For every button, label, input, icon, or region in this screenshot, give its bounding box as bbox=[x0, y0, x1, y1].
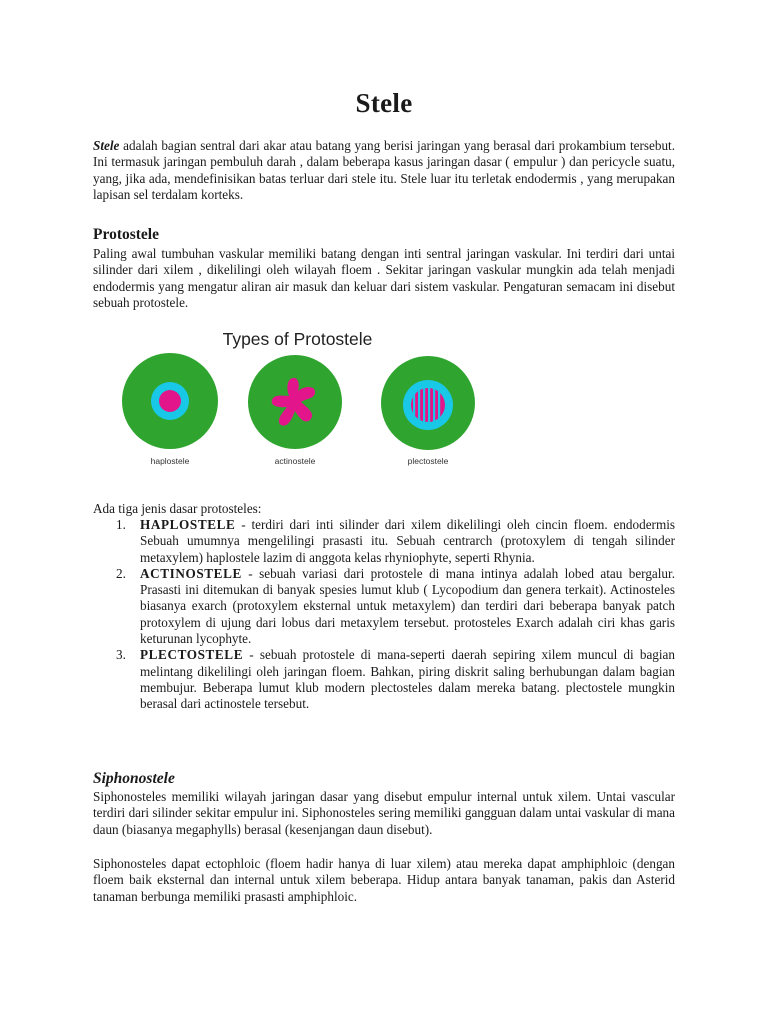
haplostele-core bbox=[159, 390, 181, 412]
page-title: Stele bbox=[355, 88, 413, 118]
plectostele-diagram bbox=[381, 356, 475, 450]
list-description: - sebuah protostele di mana-seperti daerah sepiring xilem muncul di bagian melintang dikelilingi oleh jaringan floem. Bahkan, piring diskrit saling berhubungan dalam bagian membujur. Beberapa lumut klub modern plectosteles dalam mereka batang. plectostele mungkin berasal dari actinostele tersebut. bbox=[140, 647, 675, 712]
haplostele-label: haplostele bbox=[150, 456, 190, 466]
list-number: 2. bbox=[116, 565, 126, 581]
list-term: ACTINOSTELE bbox=[140, 565, 242, 581]
siphonostele-heading: Siphonostele bbox=[93, 770, 175, 787]
list-item-text bbox=[140, 517, 675, 566]
haplostele-diagram bbox=[122, 353, 218, 449]
intro-text: adalah bagian sentral dari akar atau batang yang berisi jaringan yang berasal dari prokambium tersebut. Ini termasuk jaringan pembuluh darah , dalam beberapa kasus jaringan dasar ( empulur ) dan pericycle suatu, yang, jika ada, mendefinisikan batas terluar dari stele itu. Stele luar itu terletak endodermis , yang merupakan lapisan sel terdalam korteks. bbox=[93, 138, 675, 202]
list-item bbox=[93, 517, 675, 566]
actinostele-diagram bbox=[248, 355, 342, 449]
list-term: HAPLOSTELE bbox=[140, 517, 236, 532]
protostele-types-list bbox=[93, 517, 675, 713]
actinostele-label: actinostele bbox=[274, 456, 316, 466]
protostele-types-figure bbox=[120, 322, 480, 477]
list-item-text bbox=[140, 647, 675, 712]
list-number: 1. bbox=[116, 517, 126, 532]
list-item bbox=[93, 647, 675, 712]
plectostele-label: plectostele bbox=[407, 456, 449, 466]
list-term: PLECTOSTELE bbox=[140, 647, 244, 663]
intro-paragraph bbox=[93, 138, 675, 203]
siphonostele-paragraph-2: Siphonosteles dapat ectophloic (floem hadir hanya di luar xilem) atau mereka dapat amphiphloic (dengan floem baik eksternal dan internal untuk xilem beberapa. Hidup antara banyak tanaman, pakis dan Asterid tanaman berbunga memiliki prasasti amphiphloic. bbox=[93, 856, 675, 904]
list-item-text bbox=[140, 566, 675, 647]
list-intro: Ada tiga jenis dasar protosteles: bbox=[93, 501, 262, 516]
figure-diagram bbox=[120, 322, 480, 477]
list-description: - sebuah variasi dari protostele di mana intinya adalah lobed atau bergalur. Prasasti ini ditemukan di banyak spesies lumut klub ( Lycopodium dan genera terkait). Actinosteles biasanya exarch (protoxylem eksternal untuk metaxylem) dan terdiri dari beberapa banyak patch protoxylem di ujung dari lobus dari metaxylem tersebut. protosteles Exarch adalah ciri khas garis keturunan lycophyte. bbox=[140, 565, 675, 647]
intro-term: Stele bbox=[93, 138, 120, 153]
siphonostele-paragraph-1: Siphonosteles memiliki wilayah jaringan dasar yang disebut empulur internal untuk xilem. Untai vascular terdiri dari silinder sekitar empulur ini. Siphonosteles sering memiliki gangguan dalam untai vaskular di mana daun (biasanya megaphylls) berasal (kesenjangan daun disebut). bbox=[93, 789, 675, 837]
list-number: 3. bbox=[116, 647, 126, 663]
protostele-paragraph: Paling awal tumbuhan vaskular memiliki batang dengan inti sentral jaringan vaskular. Ini terdiri dari untai silinder dari xilem , dikelilingi oleh wilayah floem . Sekitar jaringan vaskular mungkin ada telah menjadi endodermis yang mengatur aliran air masuk dan keluar dari sistem vaskular. Pengaturan semacam ini disebut sebuah protostele. bbox=[93, 246, 675, 310]
figure-title: Types of Protostele bbox=[222, 329, 373, 349]
list-description: - terdiri dari inti silinder dari xilem dikelilingi oleh cincin floem. endodermis Sebuah umumnya mengelilingi prasasti itu. Sebuah centrarch (protoxylem di tengah silinder metaxylem) haplostele lazim di anggota kelas rhyniophyte, seperti Rhynia. bbox=[140, 517, 675, 565]
protostele-heading: Protostele bbox=[93, 226, 159, 243]
list-item bbox=[93, 566, 675, 647]
